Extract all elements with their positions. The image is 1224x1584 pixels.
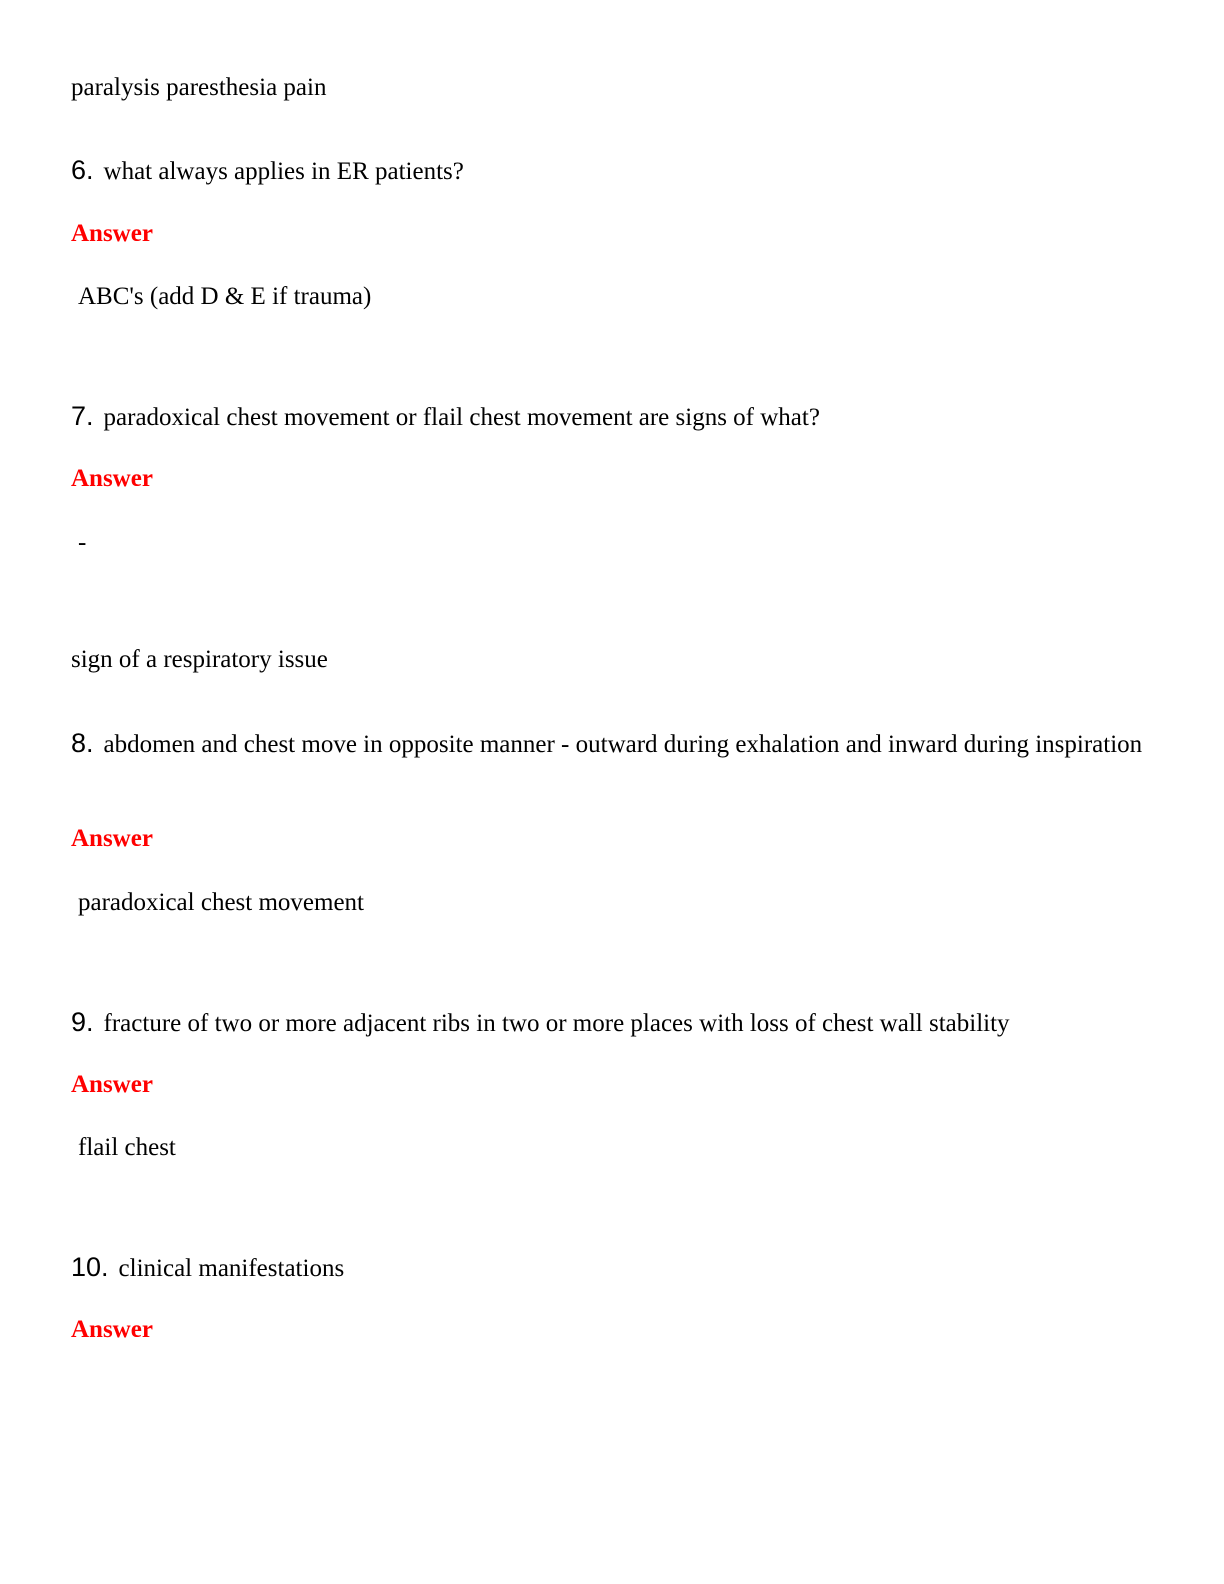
- answer-text-9: flail chest: [78, 1134, 176, 1161]
- question-number: 9.: [71, 1007, 94, 1037]
- question-8: [71, 727, 1151, 761]
- answer-label-6: Answer: [71, 220, 153, 247]
- question-text: fracture of two or more adjacent ribs in two or more places with loss of chest wall stability: [103, 1010, 1010, 1037]
- question-number: 7.: [71, 401, 94, 431]
- answer-label-8: Answer: [71, 825, 153, 852]
- answer-extra-7: sign of a respiratory issue: [71, 646, 328, 673]
- answer-text-7: -: [78, 529, 87, 556]
- answer-label-7: Answer: [71, 465, 153, 492]
- question-6: [71, 154, 1151, 188]
- answer-label-9: Answer: [71, 1071, 153, 1098]
- question-9: [71, 1006, 1151, 1040]
- answer-text-8: paradoxical chest movement: [78, 889, 364, 916]
- question-text: clinical manifestations: [118, 1255, 345, 1282]
- answer-label-10: Answer: [71, 1316, 153, 1343]
- intro-text: paralysis paresthesia pain: [71, 74, 327, 101]
- question-number: 10.: [71, 1252, 109, 1282]
- question-10: [71, 1251, 1151, 1285]
- question-text: abdomen and chest move in opposite manner - outward during exhalation and inward during inspiration: [103, 731, 1143, 758]
- question-7: [71, 400, 1151, 434]
- question-number: 6.: [71, 155, 94, 185]
- question-text: paradoxical chest movement or flail chest movement are signs of what?: [103, 404, 820, 431]
- question-number: 8.: [71, 728, 94, 758]
- question-text: what always applies in ER patients?: [103, 158, 464, 185]
- answer-text-6: ABC's (add D & E if trauma): [78, 283, 372, 310]
